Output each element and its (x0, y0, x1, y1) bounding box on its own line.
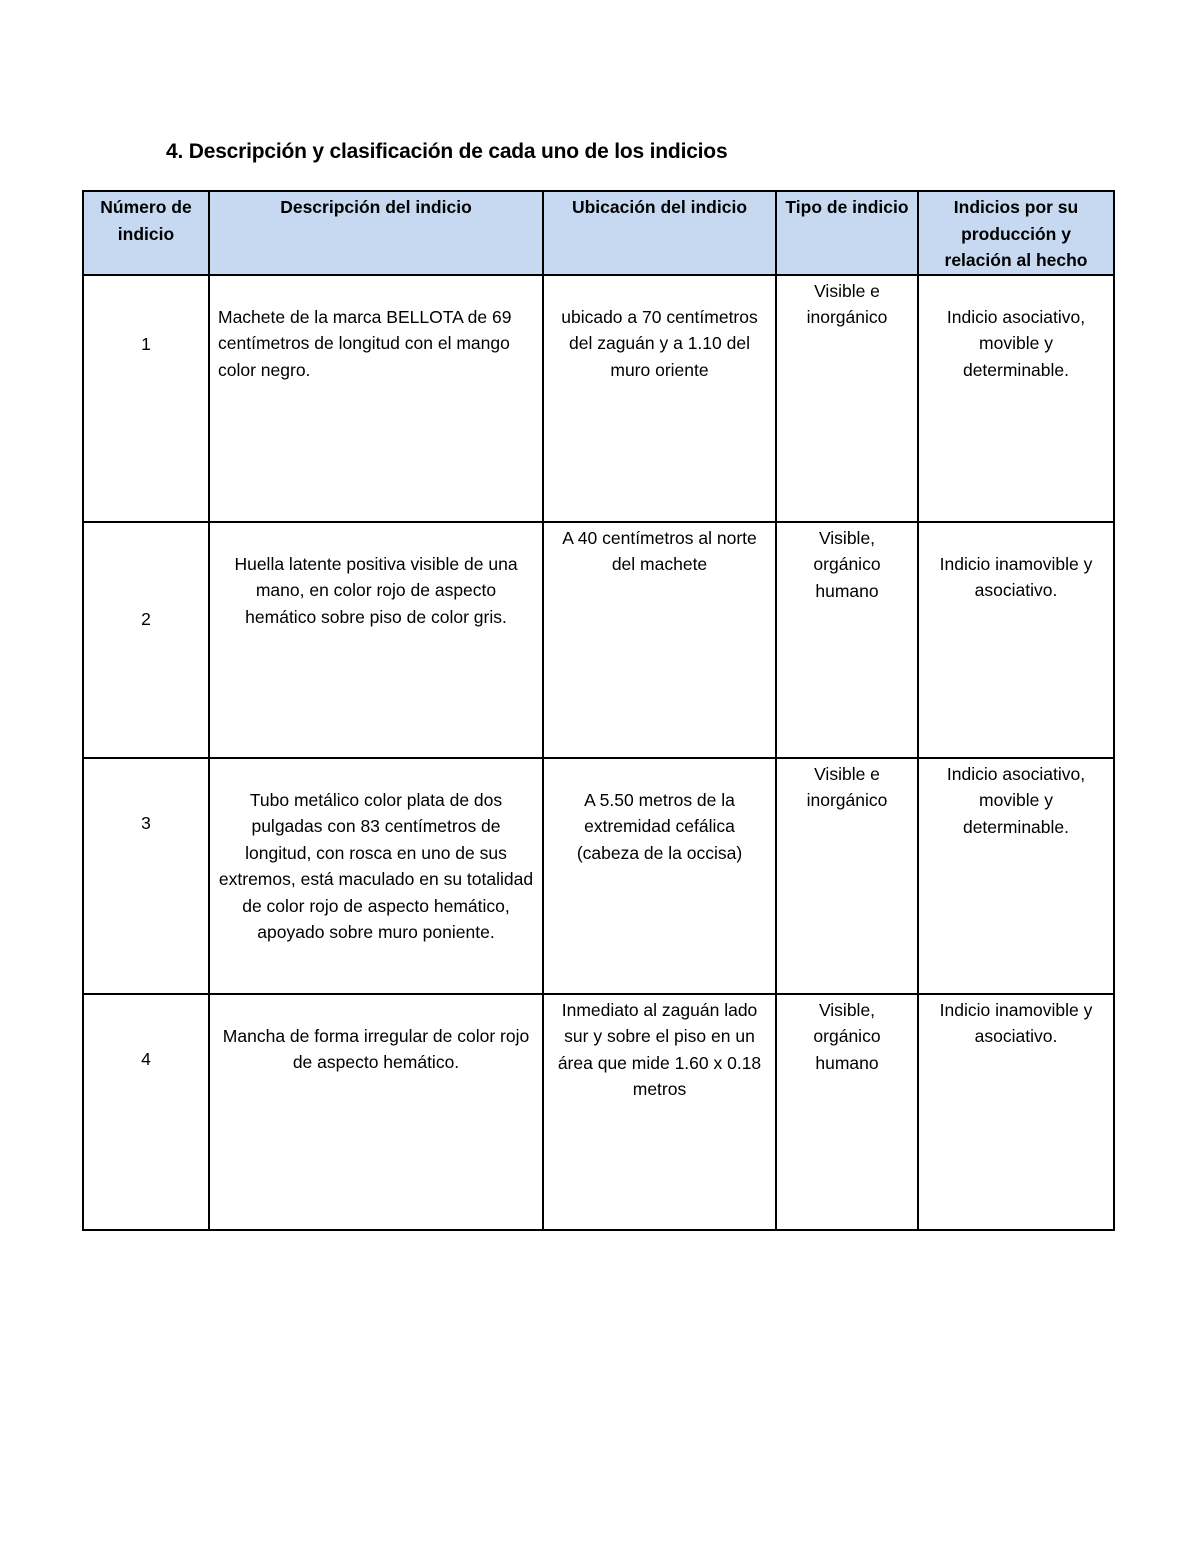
cell-numero (83, 758, 209, 994)
numero-text: 2 (141, 609, 151, 630)
tipo-text: Visible, orgánico humano (813, 999, 881, 1073)
cell-descripcion (209, 994, 543, 1230)
header-descripcion: Descripción del indicio (209, 191, 543, 275)
section-title: 4. Descripción y clasificación de cada uno de los indicios (166, 140, 728, 163)
table-header-row (83, 191, 1114, 275)
cell-descripcion (209, 275, 543, 522)
cell-tipo (776, 994, 918, 1230)
cell-produccion (918, 994, 1114, 1230)
header-produccion: Indicios por su producción y relación al hecho (918, 191, 1114, 275)
produccion-text: Indicio inamovible y asociativo. (939, 553, 1093, 600)
cell-tipo (776, 758, 918, 994)
header-ubicacion: Ubicación del indicio (543, 191, 776, 275)
numero-text: 1 (141, 333, 151, 354)
cell-ubicacion (543, 522, 776, 758)
descripcion-text: Machete de la marca BELLOTA de 69 centímetros de longitud con el mango color negro. (218, 306, 512, 380)
cell-numero (83, 522, 209, 758)
tipo-text: Visible e inorgánico (806, 763, 888, 810)
cell-tipo (776, 522, 918, 758)
ubicacion-text: A 40 centímetros al norte del machete (562, 527, 757, 574)
header-tipo: Tipo de indicio (776, 191, 918, 275)
descripcion-text: Mancha de forma irregular de color rojo de aspecto hemático. (222, 1025, 530, 1072)
produccion-text: Indicio asociativo, movible y determinable. (946, 306, 1086, 380)
evidence-table (82, 190, 1115, 1231)
cell-ubicacion (543, 994, 776, 1230)
numero-text: 4 (141, 1049, 151, 1070)
produccion-text: Indicio asociativo, movible y determinable. (946, 763, 1086, 837)
table-row (83, 994, 1114, 1230)
cell-produccion (918, 758, 1114, 994)
ubicacion-text: ubicado a 70 centímetros del zaguán y a 1.10 del muro oriente (561, 306, 758, 380)
produccion-text: Indicio inamovible y asociativo. (939, 999, 1093, 1046)
table-row (83, 758, 1114, 994)
cell-produccion (918, 275, 1114, 522)
cell-tipo (776, 275, 918, 522)
cell-ubicacion (543, 275, 776, 522)
cell-produccion (918, 522, 1114, 758)
descripcion-text: Huella latente positiva visible de una mano, en color rojo de aspecto hemático sobre piso de color gris. (234, 553, 518, 627)
header-numero: Número de indicio (83, 191, 209, 275)
ubicacion-text: A 5.50 metros de la extremidad cefálica (cabeza de la occisa) (576, 789, 743, 863)
tipo-text: Visible, orgánico humano (813, 527, 881, 601)
cell-numero (83, 994, 209, 1230)
cell-descripcion (209, 522, 543, 758)
cell-ubicacion (543, 758, 776, 994)
cell-descripcion (209, 758, 543, 994)
tipo-text: Visible e inorgánico (806, 280, 888, 327)
table-row (83, 522, 1114, 758)
ubicacion-text: Inmediato al zaguán lado sur y sobre el piso en un área que mide 1.60 x 0.18 metros (557, 999, 762, 1099)
cell-numero (83, 275, 209, 522)
table-row (83, 275, 1114, 522)
descripcion-text: Tubo metálico color plata de dos pulgadas con 83 centímetros de longitud, con rosca en uno de sus extremos, está maculado en su totalidad de color rojo de aspecto hemático, apoyado sobre muro poniente. (218, 789, 534, 942)
numero-text: 3 (141, 813, 151, 834)
